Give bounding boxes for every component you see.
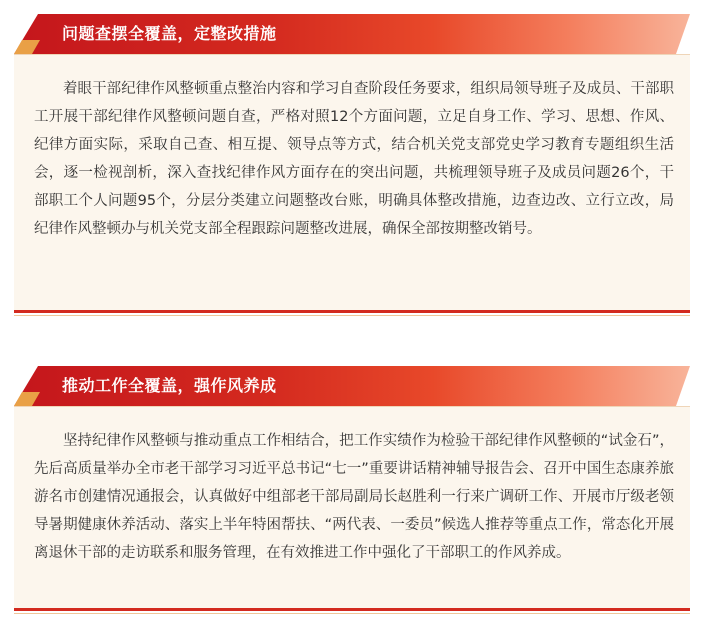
card-bottom-rule: [14, 310, 690, 313]
content-card: [14, 54, 690, 311]
section-body-text: 坚持纪律作风整顿与推动重点工作相结合，把工作实绩作为检验干部纪律作风整顿的“试金石”，先后高质量举办全市老干部学习习近平总书记“七一”重要讲话精神辅导报告会、召开中国生态康养旅游名市创建情况通报会，认真做好中组部老干部局副局长赵胜利一行来广调研工作、开展市厅级老领导暑期健康休养活动、落实上半年特困帮扶、“两代表、一委员”候选人推荐等重点工作，常态化开展离退休干部的走访联系和服务管理，在有效推进工作中强化了干部职工的作风养成。: [34, 433, 674, 561]
section-work-promotion: [0, 352, 704, 624]
section-body-text: 着眼干部纪律作风整顿重点整治内容和学习自查阶段任务要求，组织局领导班子及成员、干部职工开展干部纪律作风整顿问题自查，严格对照12个方面问题，立足自身工作、学习、思想、作风、纪律方面实际，采取自己查、相互提、领导点等方式，结合机关党支部党史学习教育专题组织生活会，逐一检视剖析，深入查找纪律作风方面存在的突出问题，共梳理领导班子及成员问题26个，干部职工个人问题95个，分层分类建立问题整改台账，明确具体整改措施，边查边改、立行立改，局纪律作风整顿办与机关党支部全程跟踪问题整改进展，确保全部按期整改销号。: [34, 81, 674, 237]
card-bottom-rule-thin: [14, 315, 690, 316]
section-title: 推动工作全覆盖，强作风养成: [62, 376, 277, 395]
card-bottom-rule-thin: [14, 613, 690, 614]
card-bottom-rule: [14, 608, 690, 611]
content-card: [14, 406, 690, 609]
section-title: 问题查摆全覆盖，定整改措施: [62, 24, 277, 43]
